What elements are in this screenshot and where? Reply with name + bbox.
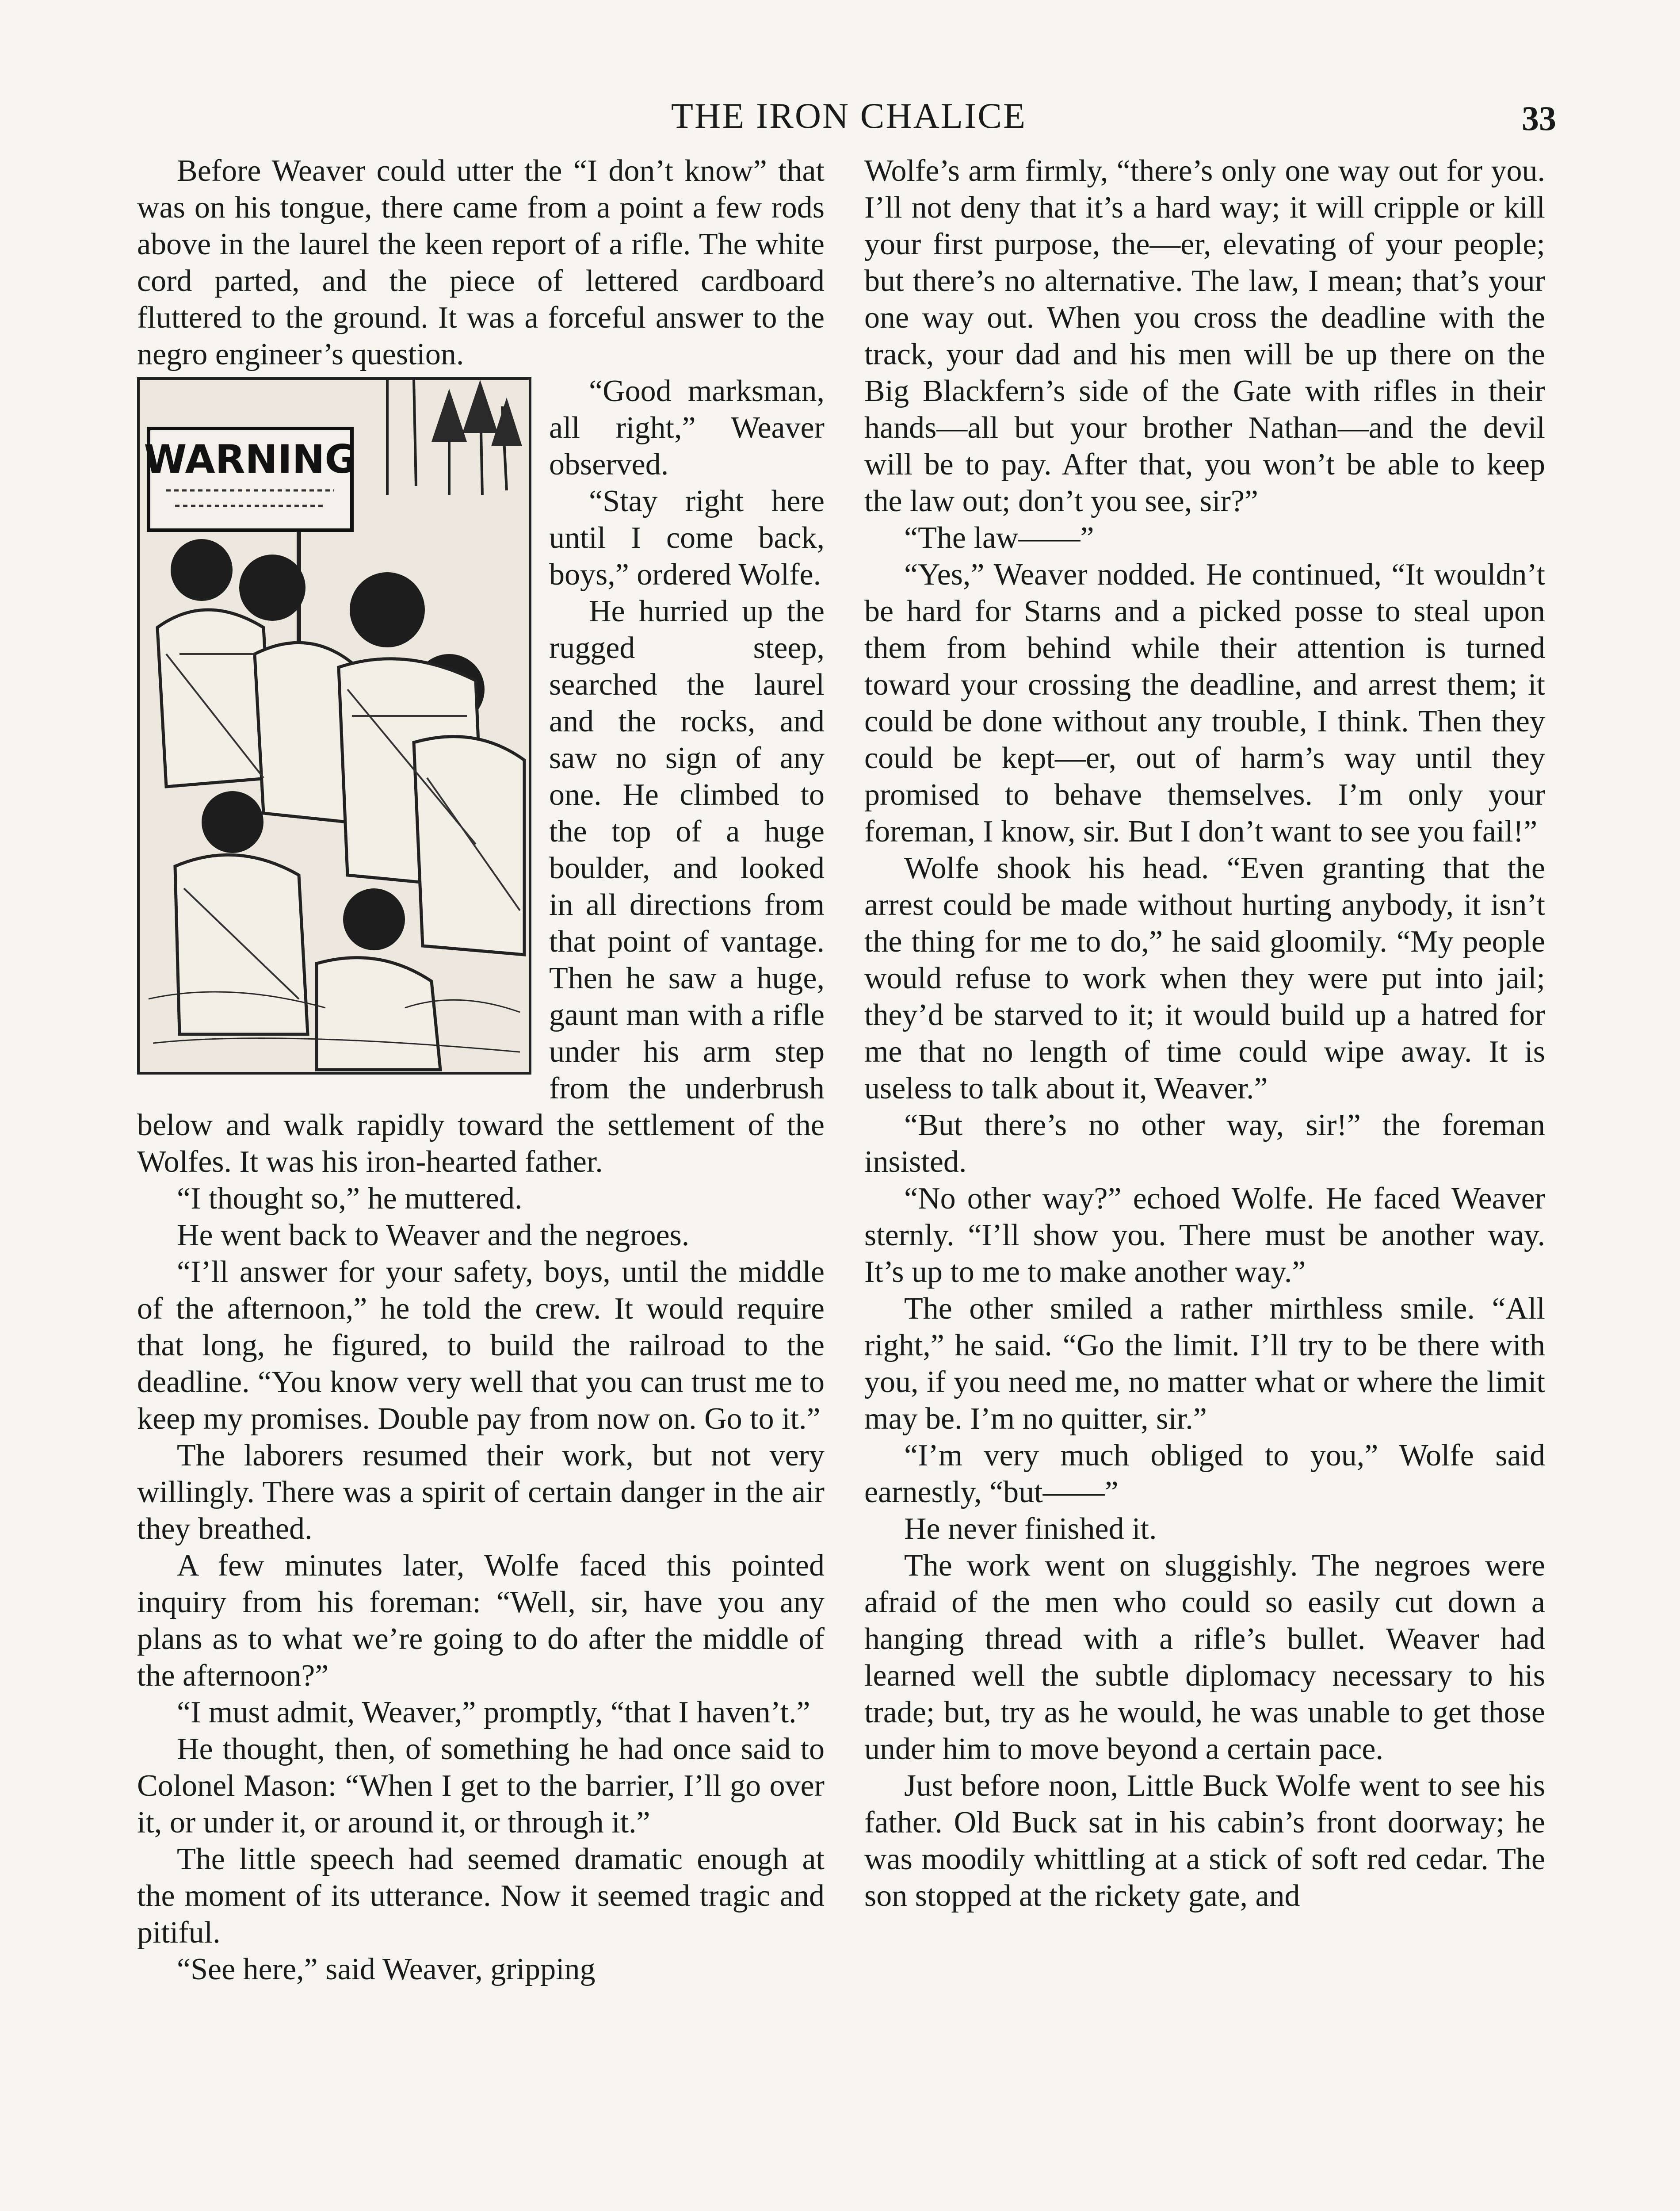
paragraph: The laborers resumed their work, but not very willingly. There was a spirit of certain danger in the air they breathed.	[137, 1438, 825, 1546]
paragraph: “See here,” said Weaver, gripping	[177, 1952, 596, 1986]
paragraph: “No other way?” echoed Wolfe. He faced Weaver sternly. “I’ll show you. There must be another way. It’s up to me to make another way.”	[864, 1182, 1545, 1289]
paragraph: Wolfe shook his head. “Even granting that the arrest could be made without hurting anybody, it isn’t the thing for me to do,” he said gloomily. “My people would refuse to work when they were put into jail; they’d be starved to it; it would build up a hatred for me that no length of time could wipe away. It is useless to talk about it, Weaver.”	[864, 851, 1545, 1106]
paragraph: The little speech had seemed dramatic enough at the moment of its utterance. Now it seemed tragic and pitiful.	[137, 1842, 825, 1950]
paragraph: “But there’s no other way, sir!” the foreman insisted.	[864, 1108, 1545, 1179]
sign-text: WARNING	[144, 436, 357, 482]
paragraph: Just before noon, Little Buck Wolfe went to see his father. Old Buck sat in his cabin’s front doorway; he was moodily whittling at a stick of soft red cedar. The son stopped at the rickety gate, and	[864, 1769, 1545, 1913]
paragraph: “I thought so,” he muttered.	[177, 1182, 523, 1216]
paragraph: “I must admit, Weaver,” promptly, “that I haven’t.”	[177, 1695, 810, 1729]
page-number: 33	[1522, 99, 1556, 138]
paragraph: He hurried up the rugged steep, searched the laurel and the rocks, and saw no sign of any one. He climbed to the top of a huge boulder, and looked in all directions from that point of vantage. Then he saw a huge, gaunt man with a rifle under his arm step from the underbrush below and walk rapidly toward the settlement of the Wolfes. It was his iron-hearted father.	[137, 594, 825, 1179]
paragraph: A few minutes later, Wolfe faced this pointed inquiry from his foreman: “Well, sir, have you any plans as to what we’re going to do after the middle of the afternoon?”	[137, 1549, 825, 1693]
paragraph: “I’ll answer for your safety, boys, until the middle of the afternoon,” he told the crew. It would require that long, he figured, to build the railroad to the deadline. “You know very well that you can trust me to keep my promises. Double pay from now on. Go to it.”	[137, 1255, 825, 1436]
running-title: THE IRON CHALICE	[671, 96, 1027, 136]
paragraph: “Good marksman, all right,” Weaver observed.	[549, 374, 825, 482]
paragraph: “Yes,” Weaver nodded. He continued, “It wouldn’t be hard for Starns and a picked posse to steal upon them from behind while their attention is turned toward your crossing the deadline, and arrest them; it could be done without any trouble, I think. Then they could be kept—er, out of harm’s way until they promised to behave themselves. I’m only your foreman, I know, sir. But I don’t want to see you fail!”	[864, 558, 1545, 849]
page-header	[141, 95, 1556, 144]
paragraph: “Stay right here until I come back, boys,” ordered Wolfe.	[549, 484, 825, 592]
paragraph: The other smiled a rather mirthless smile. “All right,” he said. “Go the limit. I’ll try to be there with you, if you need me, no matter what or where the limit may be. I’m no quitter, sir.”	[864, 1292, 1545, 1436]
paragraph-continuation: Wolfe’s arm firmly, “there’s only one way out for you. I’ll not deny that it’s a hard way; it will cripple or kill your first purpose, the—er, elevating of your people; but there’s no alternative. The law, I mean; that’s your one way out. When you cross the deadline with the track, your dad and his men will be up there on the Big Blackfern’s side of the Gate with rifles in their hands—all but your brother Nathan—and the devil will be to pay. After that, you won’t be able to keep the law out; don’t you see, sir?”	[864, 154, 1545, 518]
paragraph: The work went on sluggishly. The negroes were afraid of the men who could so easily cut down a hanging thread with a rifle’s bullet. Weaver had learned well the subtle diplomacy necessary to his trade; but, try as he would, he was unable to get those under him to move beyond a certain pace.	[864, 1549, 1545, 1766]
illustration-figure	[137, 377, 531, 1075]
warning-sign-illustration	[140, 380, 529, 1072]
right-column	[864, 153, 1545, 1914]
paragraph: He went back to Weaver and the negroes.	[177, 1218, 690, 1252]
left-column	[137, 153, 825, 1988]
paragraph: “The law——”	[904, 521, 1094, 555]
paragraph: He never finished it.	[904, 1512, 1157, 1546]
paragraph: He thought, then, of something he had once said to Colonel Mason: “When I get to the barrier, I’ll go over it, or under it, or around it, or through it.”	[137, 1732, 825, 1840]
paragraph: Before Weaver could utter the “I don’t know” that was on his tongue, there came from a point a few rods above in the laurel the keen report of a rifle. The white cord parted, and the piece of lettered cardboard fluttered to the ground. It was a forceful answer to the negro engineer’s question.	[137, 154, 825, 371]
paragraph: “I’m very much obliged to you,” Wolfe said earnestly, “but——”	[864, 1438, 1545, 1509]
